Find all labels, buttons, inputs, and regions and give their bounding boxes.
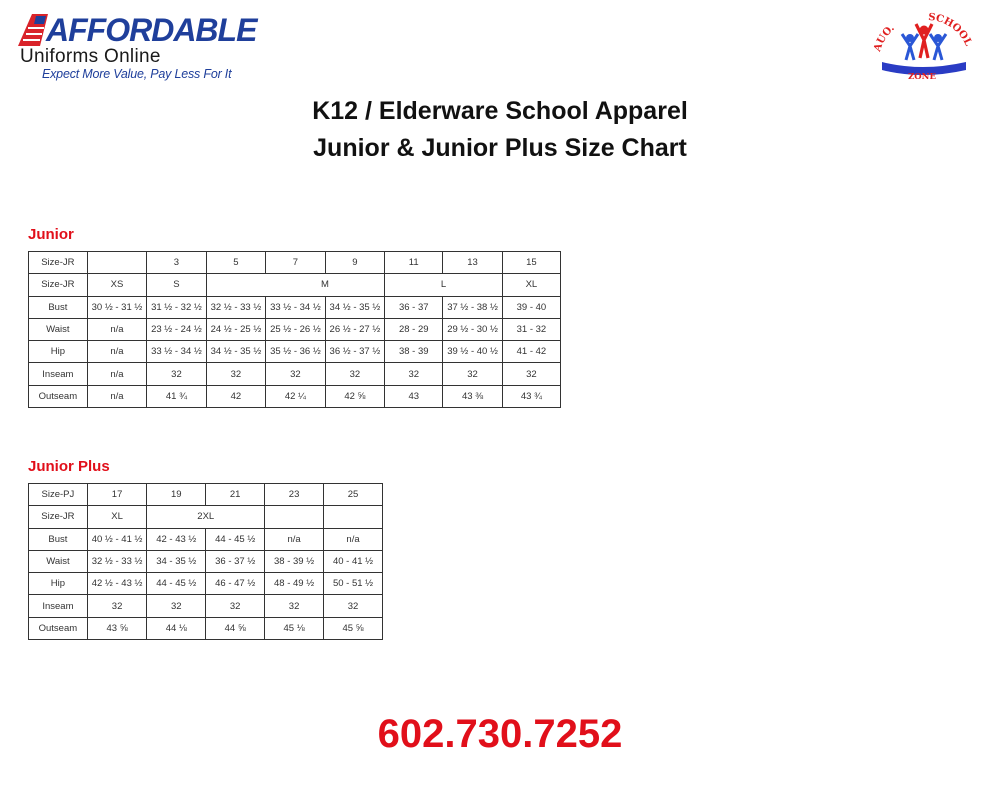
table-cell: 38 - 39 ½ bbox=[265, 550, 324, 572]
table-cell: 3 bbox=[147, 252, 206, 274]
table-row bbox=[29, 341, 561, 363]
table-cell: 26 ½ - 27 ½ bbox=[325, 318, 384, 340]
table-cell: Bust bbox=[29, 296, 88, 318]
table-cell: Waist bbox=[29, 550, 88, 572]
table-row bbox=[29, 550, 383, 572]
table-row bbox=[29, 274, 561, 296]
table-cell: 32 bbox=[147, 363, 206, 385]
table-cell: XL bbox=[502, 274, 560, 296]
table-row bbox=[29, 573, 383, 595]
logo-text-auo: AUO. bbox=[872, 22, 897, 53]
table-cell: 32 bbox=[324, 595, 383, 617]
table-cell: 32 ½ - 33 ½ bbox=[87, 550, 147, 572]
table-row bbox=[29, 484, 383, 506]
table-cell bbox=[206, 274, 265, 296]
table-cell: 7 bbox=[266, 252, 325, 274]
table-cell: 34 ½ - 35 ½ bbox=[325, 296, 384, 318]
table-cell: 36 ½ - 37 ½ bbox=[325, 341, 384, 363]
table-cell: 32 bbox=[147, 595, 206, 617]
table-cell: 25 bbox=[324, 484, 383, 506]
table-cell: n/a bbox=[87, 341, 146, 363]
table-cell: 25 ½ - 26 ½ bbox=[266, 318, 325, 340]
auo-school-zone-logo[interactable] bbox=[870, 12, 975, 82]
table-row bbox=[29, 506, 383, 528]
table-cell: 33 ½ - 34 ½ bbox=[266, 296, 325, 318]
table-cell: 44 ⅝ bbox=[206, 617, 265, 639]
table-cell: Inseam bbox=[29, 363, 88, 385]
table-cell: 50 - 51 ½ bbox=[324, 573, 383, 595]
table-cell: 31 - 32 bbox=[502, 318, 560, 340]
table-cell: 37 ½ - 38 ½ bbox=[443, 296, 502, 318]
table-cell: 35 ½ - 36 ½ bbox=[266, 341, 325, 363]
logo-subtitle: Uniforms Online bbox=[20, 46, 161, 67]
junior-size-table bbox=[28, 251, 561, 408]
table-cell bbox=[265, 506, 324, 528]
flag-icon bbox=[18, 12, 48, 48]
table-cell: 41 ¾ bbox=[147, 385, 206, 407]
table-cell: 19 bbox=[147, 484, 206, 506]
table-cell: n/a bbox=[324, 528, 383, 550]
table-cell: 2XL bbox=[147, 506, 265, 528]
table-row bbox=[29, 528, 383, 550]
school-zone-emblem-icon bbox=[870, 12, 975, 82]
table-cell: XL bbox=[87, 506, 147, 528]
table-cell: Size-JR bbox=[29, 274, 88, 296]
logo-text-zone: ZONE bbox=[908, 72, 936, 82]
table-cell: 33 ½ - 34 ½ bbox=[147, 341, 206, 363]
table-cell: 42 ½ - 43 ½ bbox=[87, 573, 147, 595]
table-row bbox=[29, 385, 561, 407]
table-cell: Bust bbox=[29, 528, 88, 550]
table-cell: Waist bbox=[29, 318, 88, 340]
table-cell: 42 ¼ bbox=[266, 385, 325, 407]
table-cell: 34 - 35 ½ bbox=[147, 550, 206, 572]
page-subtitle: Junior & Junior Plus Size Chart bbox=[313, 134, 687, 162]
table-cell: Outseam bbox=[29, 385, 88, 407]
table-cell: 28 - 29 bbox=[385, 318, 443, 340]
table-cell: Size-JR bbox=[29, 506, 88, 528]
table-cell: 40 ½ - 41 ½ bbox=[87, 528, 147, 550]
table-cell: 38 - 39 bbox=[385, 341, 443, 363]
junior-plus-size-table bbox=[28, 483, 383, 640]
table-cell: 11 bbox=[385, 252, 443, 274]
table-cell: 30 ½ - 31 ½ bbox=[87, 296, 146, 318]
table-cell: Outseam bbox=[29, 617, 88, 639]
table-row bbox=[29, 617, 383, 639]
table-cell: 23 bbox=[265, 484, 324, 506]
table-cell: 32 bbox=[502, 363, 560, 385]
table-cell: 32 bbox=[206, 363, 265, 385]
table-cell: 32 bbox=[266, 363, 325, 385]
table-cell: 9 bbox=[325, 252, 384, 274]
table-cell: L bbox=[385, 274, 503, 296]
table-cell: 29 ½ - 30 ½ bbox=[443, 318, 502, 340]
table-cell: 36 - 37 ½ bbox=[206, 550, 265, 572]
table-cell: 13 bbox=[443, 252, 502, 274]
phone-number[interactable]: 602.730.7252 bbox=[377, 712, 623, 756]
table-cell: 43 ¾ bbox=[502, 385, 560, 407]
table-row bbox=[29, 318, 561, 340]
logo-text-school: SCHOOL bbox=[927, 12, 974, 48]
table-cell: 48 - 49 ½ bbox=[265, 573, 324, 595]
table-cell: S bbox=[147, 274, 206, 296]
table-cell: 5 bbox=[206, 252, 265, 274]
table-cell: 34 ½ - 35 ½ bbox=[206, 341, 265, 363]
table-cell: 23 ½ - 24 ½ bbox=[147, 318, 206, 340]
table-cell: XS bbox=[87, 274, 146, 296]
table-cell: 31 ½ - 32 ½ bbox=[147, 296, 206, 318]
table-cell: 44 - 45 ½ bbox=[147, 573, 206, 595]
table-cell: 32 bbox=[206, 595, 265, 617]
table-row bbox=[29, 296, 561, 318]
logo-brand-text: AFFORDABLE bbox=[46, 12, 257, 48]
junior-plus-heading: Junior Plus bbox=[28, 458, 110, 475]
table-cell: n/a bbox=[87, 385, 146, 407]
table-cell: Hip bbox=[29, 573, 88, 595]
table-cell: 43 ⅝ bbox=[87, 617, 147, 639]
table-cell: 43 bbox=[385, 385, 443, 407]
junior-heading: Junior bbox=[28, 226, 74, 243]
table-cell: n/a bbox=[265, 528, 324, 550]
table-cell: 39 ½ - 40 ½ bbox=[443, 341, 502, 363]
table-cell: 44 ⅛ bbox=[147, 617, 206, 639]
table-cell: n/a bbox=[87, 318, 146, 340]
table-cell: 42 ⅝ bbox=[325, 385, 384, 407]
table-cell: Size-PJ bbox=[29, 484, 88, 506]
table-row bbox=[29, 363, 561, 385]
table-cell: 41 - 42 bbox=[502, 341, 560, 363]
table-cell: 45 ⅛ bbox=[265, 617, 324, 639]
affordable-uniforms-logo[interactable] bbox=[18, 10, 257, 82]
table-cell: 42 bbox=[206, 385, 265, 407]
table-cell: 32 bbox=[443, 363, 502, 385]
svg-text:AUO. bbox=[872, 23, 897, 54]
table-cell: n/a bbox=[87, 363, 146, 385]
table-cell: 40 - 41 ½ bbox=[324, 550, 383, 572]
table-cell: 17 bbox=[87, 484, 147, 506]
table-cell: Size-JR bbox=[29, 252, 88, 274]
table-cell: 21 bbox=[206, 484, 265, 506]
table-cell: 15 bbox=[502, 252, 560, 274]
table-cell: 32 ½ - 33 ½ bbox=[206, 296, 265, 318]
table-cell: Inseam bbox=[29, 595, 88, 617]
table-cell: 45 ⅝ bbox=[324, 617, 383, 639]
logo-brand bbox=[18, 10, 256, 50]
table-cell: 32 bbox=[87, 595, 147, 617]
table-cell: 43 ⅜ bbox=[443, 385, 502, 407]
table-cell: Hip bbox=[29, 341, 88, 363]
table-cell: 44 - 45 ½ bbox=[206, 528, 265, 550]
table-cell: 32 bbox=[265, 595, 324, 617]
table-cell bbox=[87, 252, 146, 274]
table-cell: 39 - 40 bbox=[502, 296, 560, 318]
table-cell: 24 ½ - 25 ½ bbox=[206, 318, 265, 340]
table-cell: 32 bbox=[325, 363, 384, 385]
logo-tagline: Expect More Value, Pay Less For It bbox=[42, 67, 232, 81]
table-cell: 42 - 43 ½ bbox=[147, 528, 206, 550]
table-cell: M bbox=[266, 274, 385, 296]
table-row bbox=[29, 252, 561, 274]
page-title: K12 / Elderware School Apparel bbox=[312, 97, 688, 125]
table-cell bbox=[324, 506, 383, 528]
table-cell: 32 bbox=[385, 363, 443, 385]
table-row bbox=[29, 595, 383, 617]
table-cell: 46 - 47 ½ bbox=[206, 573, 265, 595]
table-cell: 36 - 37 bbox=[385, 296, 443, 318]
